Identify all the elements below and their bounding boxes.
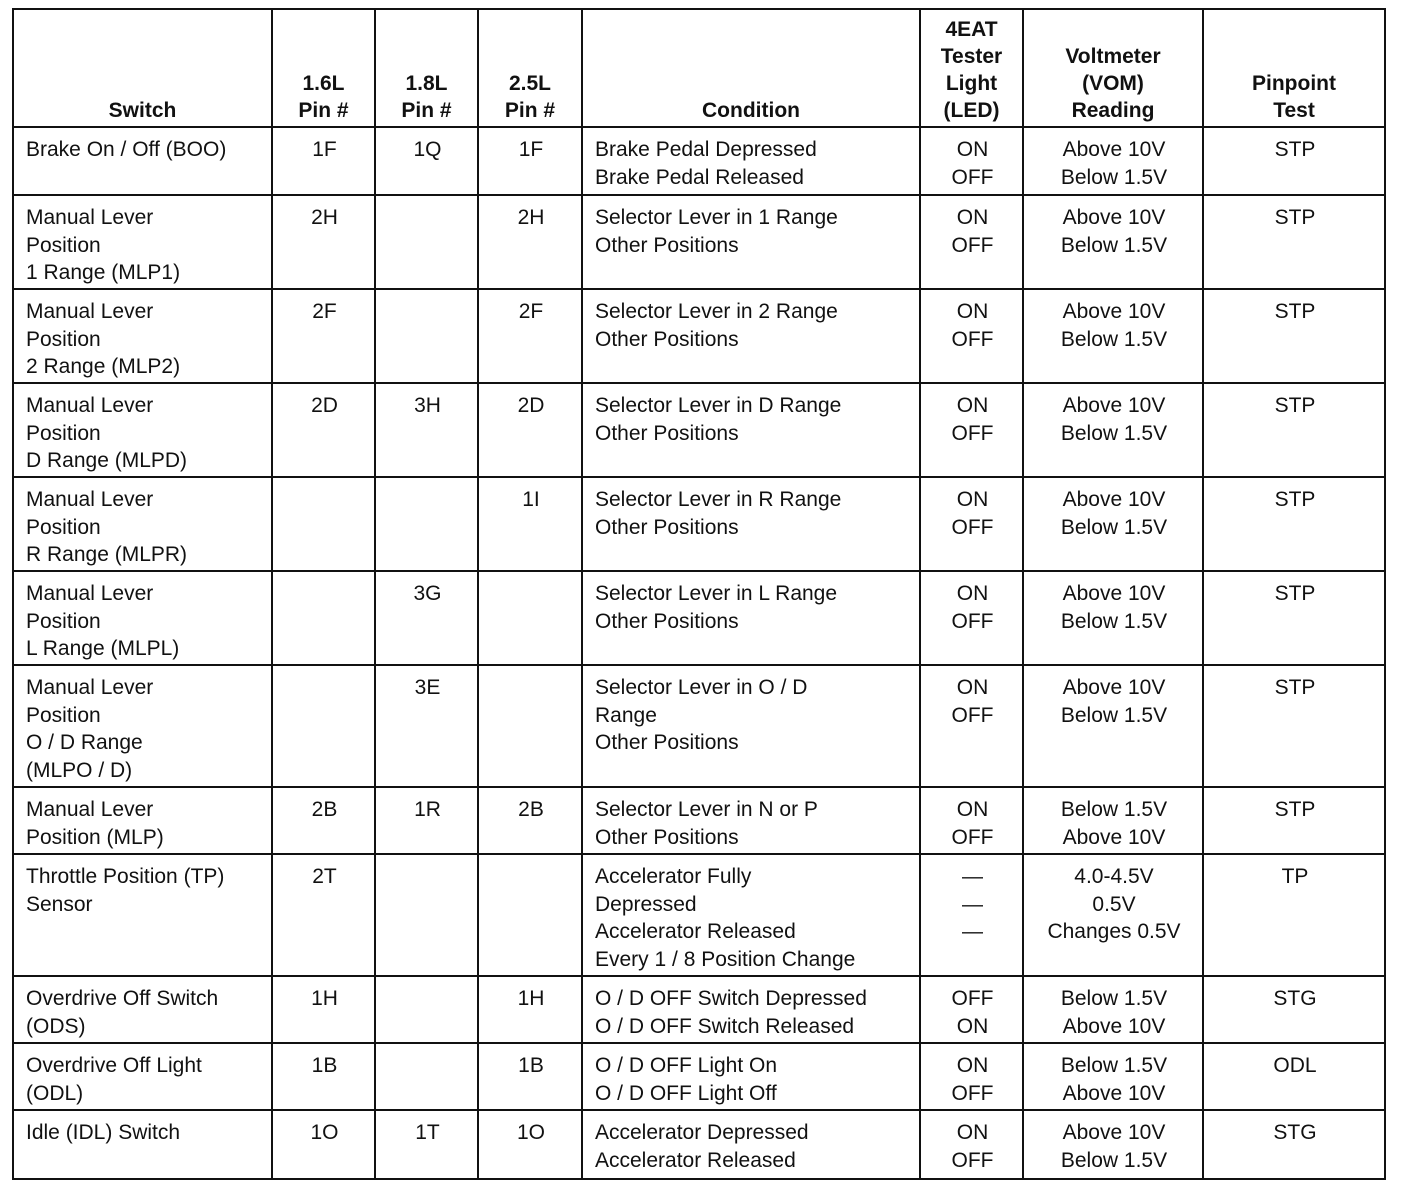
table-row <box>13 127 1385 195</box>
voltmeter-reading-cell: Below 1.5V Above 10V <box>1023 976 1203 1043</box>
condition-line: Depressed <box>595 892 697 916</box>
table-row <box>13 571 1385 665</box>
table-row <box>13 1110 1385 1179</box>
pin-1-6l-cell: 1H <box>272 976 375 1043</box>
condition-line: Selector Lever in 2 Range <box>595 300 838 323</box>
voltmeter-reading-cell: Above 10V Below 1.5V <box>1023 289 1203 383</box>
pinpoint-test-cell: STP <box>1203 195 1385 289</box>
pin-1-8l-cell <box>375 854 478 976</box>
condition-line: Accelerator Depressed <box>595 1121 809 1144</box>
pin-1-8l-cell: 1R <box>375 787 478 854</box>
condition-line: Other Positions <box>595 421 739 445</box>
table-row <box>13 787 1385 854</box>
condition-line: Other Positions <box>595 327 739 351</box>
pin-2-5l-cell <box>478 665 582 787</box>
table-row <box>13 1043 1385 1110</box>
pin-1-8l-cell: 3E <box>375 665 478 787</box>
tester-light-cell: ON OFF <box>920 195 1023 289</box>
pin-1-8l-cell <box>375 976 478 1043</box>
switch-name-cell: Manual Lever Position L Range (MLPL) <box>13 571 272 665</box>
pinpoint-test-cell: STP <box>1203 477 1385 571</box>
tester-light-cell: ON OFF <box>920 127 1023 195</box>
voltmeter-reading-cell: Below 1.5V Above 10V <box>1023 787 1203 854</box>
voltmeter-reading-cell: Above 10V Below 1.5V <box>1023 477 1203 571</box>
pin-2-5l-cell <box>478 571 582 665</box>
header-row <box>13 9 1385 127</box>
table-row <box>13 976 1385 1043</box>
header-voltmeter-reading: Voltmeter (VOM) Reading <box>1023 9 1203 127</box>
voltmeter-reading-cell: Above 10V Below 1.5V <box>1023 383 1203 477</box>
pin-1-8l-cell: 3H <box>375 383 478 477</box>
switch-name-cell: Manual Lever Position D Range (MLPD) <box>13 383 272 477</box>
pin-1-6l-cell: 2F <box>272 289 375 383</box>
pin-2-5l-cell: 2H <box>478 195 582 289</box>
voltmeter-reading-cell: Above 10V Below 1.5V <box>1023 571 1203 665</box>
pin-2-5l-cell: 1I <box>478 477 582 571</box>
table-row <box>13 383 1385 477</box>
condition-line: O / D OFF Light Off <box>595 1081 777 1105</box>
header-tester-light: 4EAT Tester Light (LED) <box>920 9 1023 127</box>
condition-cell <box>582 195 920 289</box>
switch-name-cell: Overdrive Off Light (ODL) <box>13 1043 272 1110</box>
switch-name-cell: Manual Lever Position 2 Range (MLP2) <box>13 289 272 383</box>
table-row <box>13 477 1385 571</box>
switch-name-cell: Idle (IDL) Switch <box>13 1110 272 1179</box>
tester-light-cell: ON OFF <box>920 477 1023 571</box>
table-row <box>13 665 1385 787</box>
tester-light-cell: ON OFF <box>920 571 1023 665</box>
condition-line: Selector Lever in N or P <box>595 798 818 821</box>
switch-name-cell: Brake On / Off (BOO) <box>13 127 272 195</box>
condition-cell <box>582 477 920 571</box>
pin-2-5l-cell: 1B <box>478 1043 582 1110</box>
condition-cell <box>582 787 920 854</box>
tester-light-cell: ON OFF <box>920 1110 1023 1179</box>
pin-2-5l-cell <box>478 854 582 976</box>
voltmeter-reading-cell: Above 10V Below 1.5V <box>1023 665 1203 787</box>
pin-1-6l-cell: 2H <box>272 195 375 289</box>
condition-line: Accelerator Fully <box>595 865 752 888</box>
condition-line: O / D OFF Light On <box>595 1054 778 1077</box>
condition-line: Brake Pedal Released <box>595 165 804 189</box>
condition-line: Selector Lever in 1 Range <box>595 206 838 229</box>
pinpoint-test-cell: STP <box>1203 665 1385 787</box>
pinpoint-test-cell: STP <box>1203 127 1385 195</box>
pin-1-6l-cell: 1B <box>272 1043 375 1110</box>
tester-light-cell: — — — <box>920 854 1023 976</box>
condition-line: Every 1 / 8 Position Change <box>595 947 856 971</box>
condition-line: Selector Lever in L Range <box>595 582 838 605</box>
pin-1-6l-cell: 1F <box>272 127 375 195</box>
table-row <box>13 289 1385 383</box>
voltmeter-reading-cell: Above 10V Below 1.5V <box>1023 1110 1203 1179</box>
pin-1-6l-cell <box>272 665 375 787</box>
condition-line: Range <box>595 703 657 727</box>
header-pinpoint-test: Pinpoint Test <box>1203 9 1385 127</box>
condition-cell <box>582 383 920 477</box>
table-row <box>13 195 1385 289</box>
pin-2-5l-cell: 2B <box>478 787 582 854</box>
pinpoint-test-cell: STP <box>1203 787 1385 854</box>
header-pin-2-5l: 2.5L Pin # <box>478 9 582 127</box>
condition-line: Other Positions <box>595 515 739 539</box>
switch-name-cell: Overdrive Off Switch (ODS) <box>13 976 272 1043</box>
switch-name-cell: Manual Lever Position R Range (MLPR) <box>13 477 272 571</box>
pinpoint-test-cell: STG <box>1203 976 1385 1043</box>
pin-1-6l-cell: 2B <box>272 787 375 854</box>
header-pin-1-6l: 1.6L Pin # <box>272 9 375 127</box>
pin-1-8l-cell: 1T <box>375 1110 478 1179</box>
voltmeter-reading-cell: 4.0-4.5V 0.5V Changes 0.5V <box>1023 854 1203 976</box>
condition-line: Other Positions <box>595 825 739 849</box>
condition-line: O / D OFF Switch Depressed <box>595 987 867 1010</box>
pinpoint-test-cell: STP <box>1203 571 1385 665</box>
table-row <box>13 854 1385 976</box>
voltmeter-reading-cell: Above 10V Below 1.5V <box>1023 195 1203 289</box>
condition-cell <box>582 289 920 383</box>
pin-1-6l-cell: 2T <box>272 854 375 976</box>
condition-line: Brake Pedal Depressed <box>595 138 817 161</box>
pin-1-6l-cell: 1O <box>272 1110 375 1179</box>
switch-name-cell: Manual Lever Position (MLP) <box>13 787 272 854</box>
pin-1-8l-cell <box>375 1043 478 1110</box>
condition-cell <box>582 127 920 195</box>
condition-line: O / D OFF Switch Released <box>595 1014 855 1038</box>
condition-cell <box>582 976 920 1043</box>
pin-1-8l-cell <box>375 195 478 289</box>
header-condition: Condition <box>582 9 920 127</box>
pinpoint-test-cell: TP <box>1203 854 1385 976</box>
pin-1-8l-cell: 3G <box>375 571 478 665</box>
switch-name-cell: Manual Lever Position O / D Range (MLPO / D) <box>13 665 272 787</box>
condition-cell <box>582 665 920 787</box>
voltmeter-reading-cell: Above 10V Below 1.5V <box>1023 127 1203 195</box>
condition-line: Other Positions <box>595 233 739 257</box>
condition-line: Other Positions <box>595 609 739 633</box>
pin-1-6l-cell: 2D <box>272 383 375 477</box>
pin-2-5l-cell: 2F <box>478 289 582 383</box>
pin-2-5l-cell: 2D <box>478 383 582 477</box>
pinpoint-test-cell: STG <box>1203 1110 1385 1179</box>
condition-cell <box>582 854 920 976</box>
tester-light-cell: ON OFF <box>920 383 1023 477</box>
pin-2-5l-cell: 1H <box>478 976 582 1043</box>
tester-light-cell: OFF ON <box>920 976 1023 1043</box>
pinpoint-test-cell: STP <box>1203 383 1385 477</box>
pin-2-5l-cell: 1O <box>478 1110 582 1179</box>
pinpoint-test-cell: ODL <box>1203 1043 1385 1110</box>
switch-test-table <box>12 8 1386 1180</box>
switch-name-cell: Throttle Position (TP) Sensor <box>13 854 272 976</box>
header-pin-1-8l: 1.8L Pin # <box>375 9 478 127</box>
pin-1-8l-cell <box>375 477 478 571</box>
pinpoint-test-cell: STP <box>1203 289 1385 383</box>
pin-1-8l-cell: 1Q <box>375 127 478 195</box>
condition-cell <box>582 571 920 665</box>
tester-light-cell: ON OFF <box>920 289 1023 383</box>
pin-1-6l-cell <box>272 477 375 571</box>
tester-light-cell: ON OFF <box>920 1043 1023 1110</box>
pin-1-6l-cell <box>272 571 375 665</box>
condition-line: Other Positions <box>595 731 739 754</box>
tester-light-cell: ON OFF <box>920 787 1023 854</box>
condition-line: Accelerator Released <box>595 920 796 943</box>
condition-line: Selector Lever in O / D <box>595 676 808 699</box>
condition-line: Selector Lever in R Range <box>595 488 842 511</box>
tester-light-cell: ON OFF <box>920 665 1023 787</box>
condition-cell <box>582 1043 920 1110</box>
condition-line: Selector Lever in D Range <box>595 394 842 417</box>
pin-2-5l-cell: 1F <box>478 127 582 195</box>
voltmeter-reading-cell: Below 1.5V Above 10V <box>1023 1043 1203 1110</box>
switch-name-cell: Manual Lever Position 1 Range (MLP1) <box>13 195 272 289</box>
condition-cell <box>582 1110 920 1179</box>
condition-line: Accelerator Released <box>595 1148 796 1172</box>
header-switch: Switch <box>13 9 272 127</box>
pin-1-8l-cell <box>375 289 478 383</box>
